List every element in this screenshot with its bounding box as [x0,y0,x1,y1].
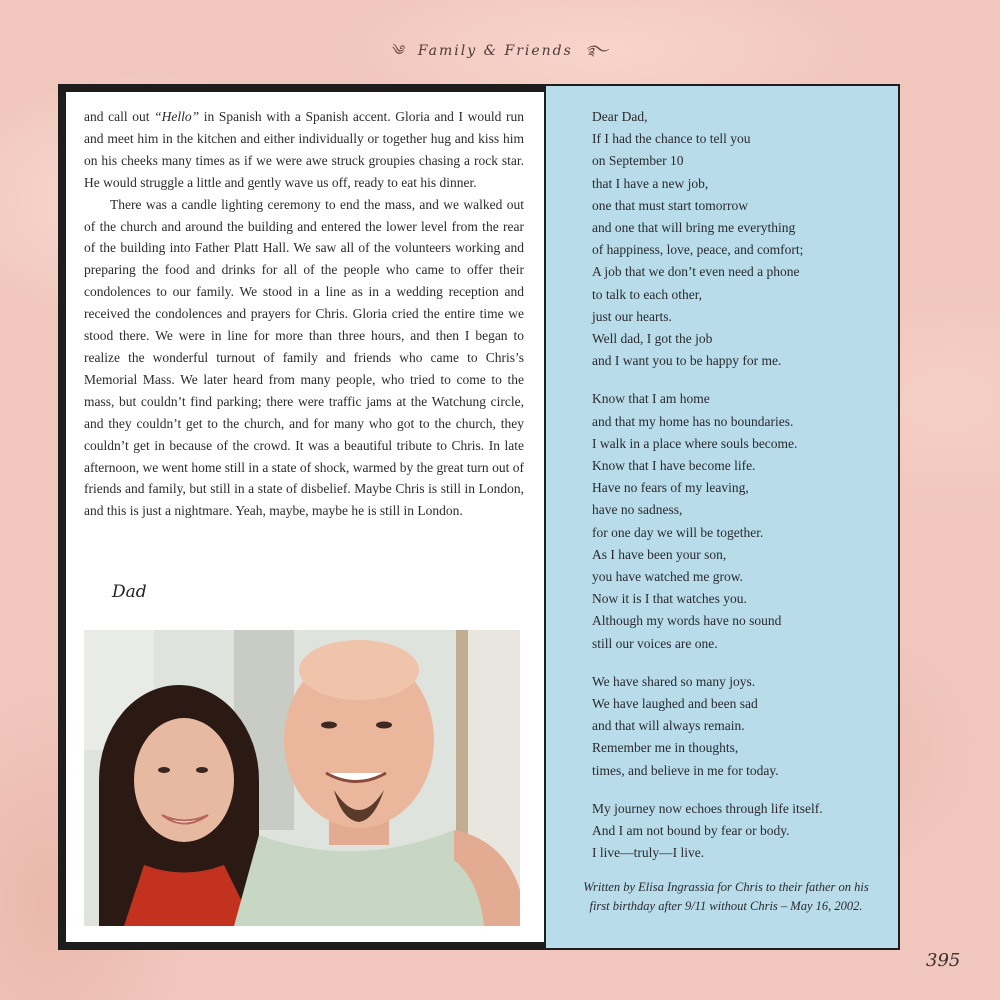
page-number: 395 [926,950,961,971]
poem-line: times, and believe in me for today. [592,762,779,778]
poem-line: I live—truly—I live. [592,845,705,861]
poem-line: Although my words have no sound [592,613,782,629]
poem-line: Remember me in thoughts, [592,740,739,756]
memoir-paragraph-2: There was a candle lighting ceremony to end the mass, and we walked out of the church and around the building and entered the lower level from the rear of the building into Father Platt Hall. We saw all of the volunteers working and preparing the food and drinks for all of the people who came to offer their condolences to our family. We stood in a line as in a wedding reception and received the condolences and prayers for Chris. Gloria cried the entire time we stood there. We were in line for more than three hours, and then I began to realize the wonderful turnout of family and friends who came to Chris’s Memorial Mass. We later heard from many people, who tried to come to the mass, but couldn’t find parking; there were traffic jams at the Watchung circle, and they couldn’t get to the church, and for many who got to the church, they couldn’t get in because of the crowd. It was a beautiful tribute to Chris. In late afternoon, we went home still in a state of shock, warmed by the great turn out of friends and family, but still in a state of disbelief. Maybe Chris is still in London, and this is just a nightmare. Yeah, maybe, maybe he is still in London. [84,196,524,519]
credit-line: first birthday after 9/11 without Chris – May 16, 2002. [589,899,863,913]
poem-line: Know that I am home [592,391,710,407]
poem-line: you have watched me grow. [592,569,743,585]
poem-line: to talk to each other, [592,286,703,302]
memoir-paragraph-1: and call out “Hello” in Spanish with a Spanish accent. Gloria and I would run and meet him in the kitchen and either individually or together hug and kiss him on his cheeks many times as if we were awe struck groupies chasing a rock star. He would struggle a little and gently wave us off, ready to eat his dinner. [84,109,524,190]
left-flourish-icon: ༄ [390,43,406,59]
poem-line: just our hearts. [592,308,672,324]
poem-line: for one day we will be together. [592,524,764,540]
poem-line: and I want you to be happy for me. [592,353,782,369]
poem-stanza [592,798,882,865]
poem-line: still our voices are one. [592,635,718,651]
poem-line: Dear Dad, [592,109,648,124]
poem-line: Well dad, I got the job [592,331,713,347]
poem-line: Now it is I that watches you. [592,591,747,607]
poem-line: We have shared so many joys. [592,673,756,689]
poem-line: and that my home has no boundaries. [592,413,794,429]
poem-line: If I had the chance to tell you [592,131,751,147]
poem-credit [566,878,886,916]
poem-line: and that will always remain. [592,718,745,734]
poem-line: My journey now echoes through life itself. [592,800,823,816]
signature-dad: Dad [112,582,147,602]
photo-illustration [84,630,520,926]
poem-line: have no sadness, [592,502,683,518]
poem-line: And I am not bound by fear or body. [592,823,790,839]
poem-line: that I have a new job, [592,175,709,191]
poem [592,106,882,881]
running-header [0,34,1000,74]
poem-line: As I have been your son, [592,546,727,562]
memoir-text [84,106,524,522]
poem-line: We have laughed and been sad [592,696,758,712]
right-flourish-icon: ࿐ [585,43,610,59]
poem-line: A job that we don’t even need a phone [592,264,800,280]
poem-line: one that must start tomorrow [592,197,748,213]
family-photo [84,630,520,926]
poem-stanza [592,671,882,782]
poem-line: Know that I have become life. [592,458,756,474]
poem-line: of happiness, love, peace, and comfort; [592,242,804,258]
header-title: Family & Friends [417,43,573,59]
poem-line: and one that will bring me everything [592,220,796,236]
hello-quote: “Hello” [154,109,200,124]
poem-stanza [592,388,882,654]
poem-line: on September 10 [592,153,684,169]
poem-line: I walk in a place where souls become. [592,435,798,451]
credit-line: Written by Elisa Ingrassia for Chris to their father on his [583,880,869,894]
poem-stanza [592,106,882,372]
poem-line: Have no fears of my leaving, [592,480,749,496]
